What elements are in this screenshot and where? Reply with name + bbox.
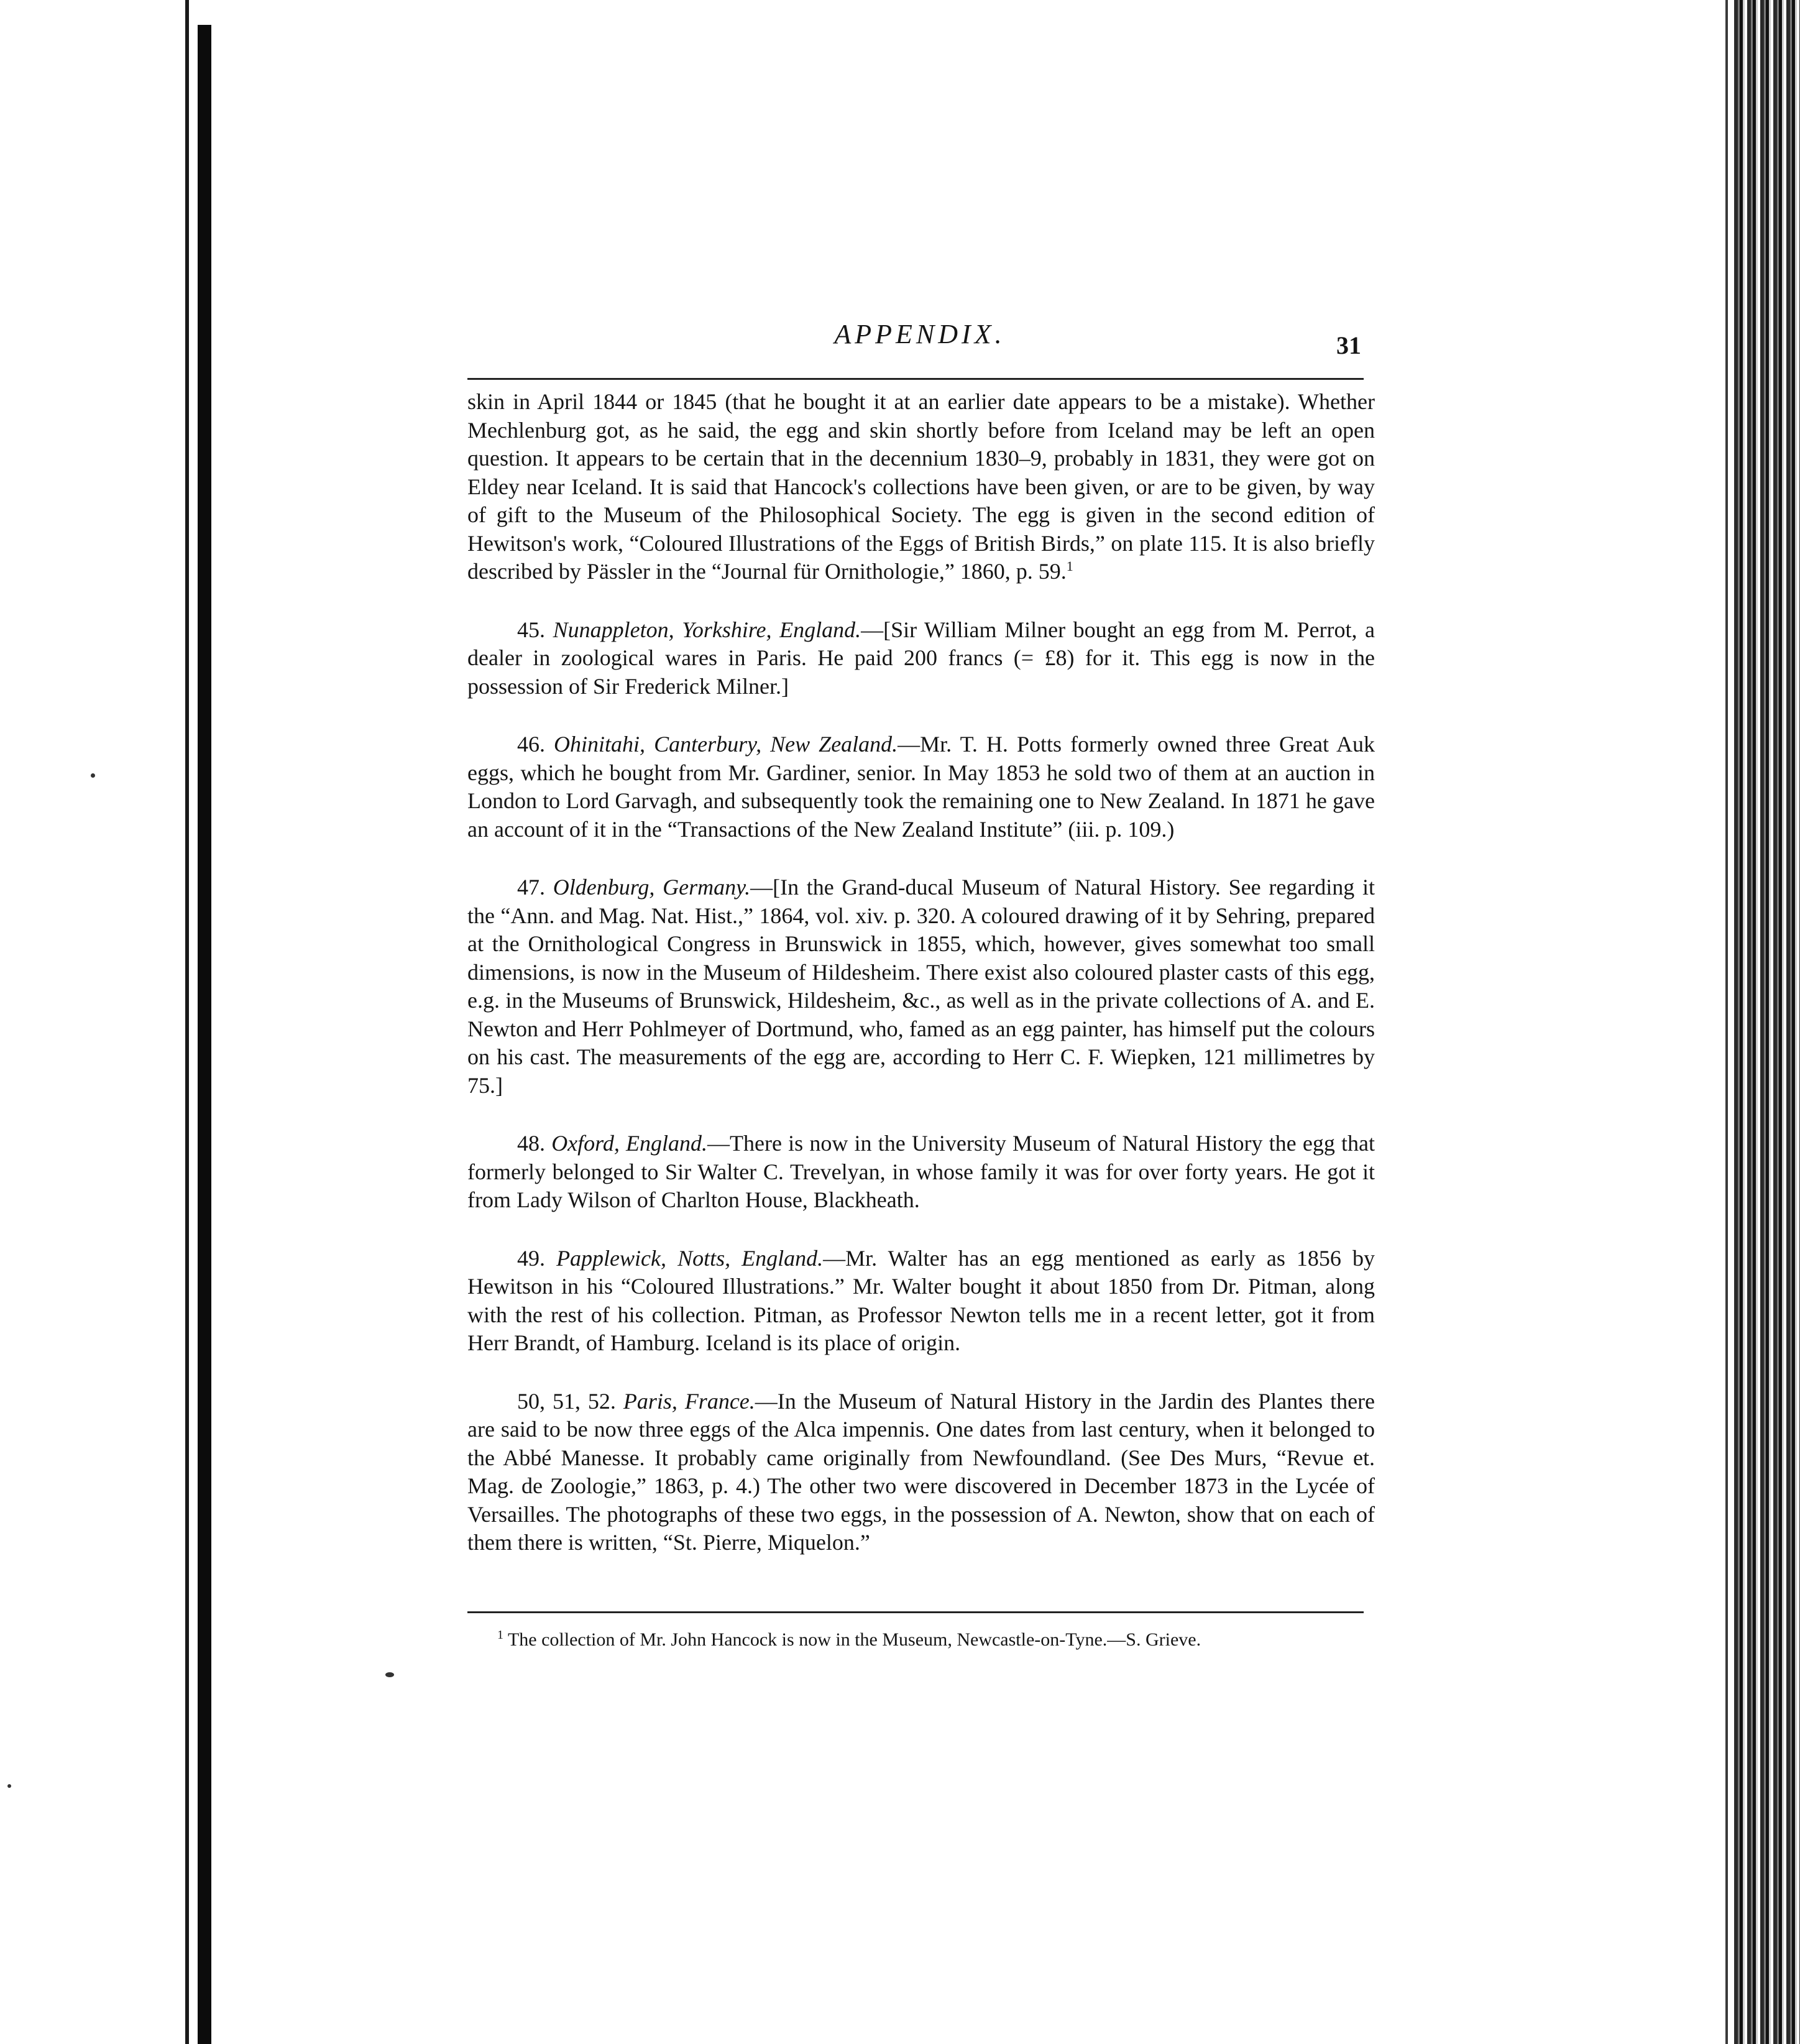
footnote-text: The collection of Mr. John Hancock is now in the Museum, Newcastle-on-Tyne.—S. Grieve. — [507, 1629, 1201, 1650]
scan-speck — [7, 1784, 11, 1788]
entry-text: —[In the Grand-ducal Museum of Natural History. See regarding it the “Ann. and Mag. Nat. Hist.,” 1864, vol. xiv. p. 320. A coloured drawing of it by Sehring, prepared at the Ornithological Congress in Brunswick in 1855, which, however, gives somewhat too small dimensions, is now in the Museum of Hildesheim. There exist also coloured plaster casts of this egg, e.g. in the Museums of Brunswick, Hildesheim, &c., as well as in the private collections of A. and E. Newton and Herr Pohlmeyer of Dortmund, who, famed as an egg painter, has himself put the colours on his cast. The measurements of the egg are, according to Herr C. F. Wiepken, 121 millimetres by 75.] — [467, 875, 1375, 1098]
footnote-marker: 1 — [497, 1628, 503, 1642]
paragraph-continuation: skin in April 1844 or 1845 (that he bought it at an earlier date appears to be a mistake). Whether Mechlenburg got, as he said, the egg and skin shortly before from Iceland may be left an open question. It appears to be certain that in the decennium 1830–9, probably in 1831, they were got on Eldey near Iceland. It is said that Hancock's collections have been given, or are to be given, by way of gift to the Museum of the Philosophical Society. The egg is given in the second edition of Hewitson's work, “Coloured Illustrations of the Eggs of British Birds,” on plate 115. It is also briefly described by Pässler in the “Journal für Ornithologie,” 1860, p. 59.$^1$ — [467, 389, 1375, 584]
entry-place: Nunappleton, Yorkshire, England. — [553, 617, 861, 642]
entry-number: 49. — [517, 1245, 545, 1271]
entry-text: —There is now in the University Museum of Natural History the egg that formerly belonged to Sir Walter C. Trevelyan, in whose family it was for over forty years. He got it from Lady Wilson of Charlton House, Blackheath. — [467, 1131, 1375, 1212]
entry-45 — [467, 616, 1375, 701]
entry-50-52 — [467, 1388, 1375, 1557]
header-rule — [467, 378, 1364, 380]
entry-place: Oxford, England. — [551, 1131, 708, 1156]
entry-text: —In the Museum of Natural History in the Jardin des Plantes there are said to be now three eggs of the Alca impennis. One dates from last century, when it belonged to the Abbé Manesse. It probably came originally from Newfoundland. (See Des Murs, “Revue et. Mag. de Zoologie,” 1863, p. 4.) The other two were discovered in December 1873 in the Lycée of Versailles. The photographs of these two eggs, in the possession of A. Newton, show that on each of them there is written, “St. Pierre, Miquelon.” — [467, 1388, 1375, 1555]
entry-place: Oldenburg, Germany. — [553, 875, 751, 900]
binding-edge — [198, 25, 211, 2044]
entry-46 — [467, 730, 1375, 844]
page-edges-stack — [1732, 0, 1800, 2044]
footnote-rule — [467, 1611, 1364, 1613]
scan-speck — [385, 1672, 394, 1677]
entry-number: 46. — [517, 732, 545, 757]
page-edge-line — [1725, 0, 1728, 2044]
entry-number: 47. — [517, 875, 545, 900]
binding-edge-line — [185, 0, 189, 2044]
entry-number: 50, 51, 52. — [517, 1388, 616, 1414]
page-number: 31 — [1336, 331, 1361, 359]
entry-49 — [467, 1245, 1375, 1358]
entry-48 — [467, 1130, 1375, 1215]
entry-text: —Mr. T. H. Potts formerly owned three Great Auk eggs, which he bought from Mr. Gardiner, senior. In May 1853 he sold two of them at an auction in London to Lord Garvagh, and subsequently took the remaining one to New Zealand. In 1871 he gave an account of it in the “Transactions of the New Zealand Institute” (iii. p. 109.) — [467, 732, 1375, 842]
body-text — [467, 388, 1375, 1587]
entry-number: 45. — [517, 617, 545, 642]
entry-place: Ohinitahi, Canterbury, New Zealand. — [554, 732, 898, 757]
entry-47 — [467, 873, 1375, 1100]
entry-text: —Mr. Walter has an egg mentioned as early as 1856 by Hewitson in his “Coloured Illustrations.” Mr. Walter bought it about 1850 from Dr. Pitman, along with the rest of his collection. Pitman, as Professor Newton tells me in a recent letter, got it from Herr Brandt, of Hamburg. Iceland is its place of origin. — [467, 1245, 1375, 1355]
footnote-reference: 1 — [1066, 558, 1073, 574]
entry-place: Papplewick, Notts, England. — [556, 1245, 824, 1271]
footnote — [472, 1623, 1367, 1652]
entry-text: —[Sir William Milner bought an egg from M. Perrot, a dealer in zoological wares in Paris. He paid 200 francs (= £8) for it. This egg is now in the possession of Sir Frederick Milner.] — [467, 617, 1375, 699]
running-header: APPENDIX. — [834, 319, 1006, 349]
entry-place: Paris, France. — [623, 1388, 755, 1414]
scan-speck — [91, 773, 95, 778]
entry-number: 48. — [517, 1131, 545, 1156]
